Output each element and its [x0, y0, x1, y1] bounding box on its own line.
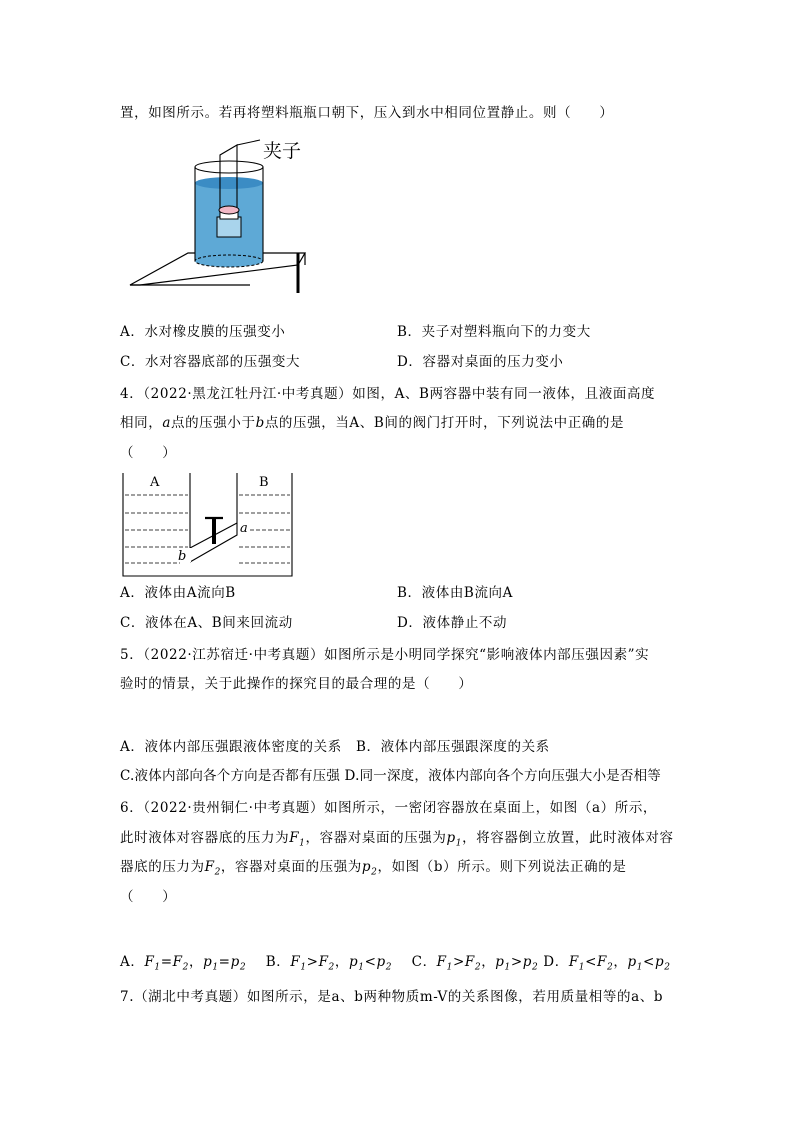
q4-label-B: B — [259, 475, 269, 490]
q6-option-a[interactable]: A．$F_1=F_2$，$p_1=p_2$ — [120, 954, 247, 973]
q3-stem: 置，如图所示。若再将塑料瓶瓶口朝下，压入到水中相同位置静止。则（ ） — [120, 105, 614, 121]
q4-option-d[interactable]: D．液体静止不动 — [397, 615, 508, 631]
q3-option-c[interactable]: C．水对容器底部的压强变大 — [120, 354, 301, 370]
q3-option-a[interactable]: A．水对橡皮膜的压强变小 — [120, 324, 286, 340]
q3-option-b[interactable]: B．夹子对塑料瓶向下的力变大 — [397, 324, 591, 340]
q6-stem-line1: 6．（2022·贵州铜仁·中考真题）如图所示，一密闭容器放在桌面上，如图（a）所示， — [120, 800, 658, 816]
q6-option-c[interactable]: C．$F_1>F_2$，$p_1>p_2$ — [411, 954, 539, 973]
q7-stem-line1: 7.（湖北中考真题）如图所示，是a、b两种物质m-V的关系图像，若用质量相等的a、b — [120, 989, 664, 1005]
q4-label-A: A — [150, 475, 160, 490]
q4-label-b: b — [178, 549, 187, 564]
q6-options[interactable] — [120, 952, 671, 978]
q4-option-a[interactable]: A．液体由A流向B — [120, 585, 236, 601]
q3-figure-label: 夹子 — [263, 140, 302, 162]
q4-paren: （ ） — [120, 445, 177, 461]
q4-option-b[interactable]: B．液体由B流向A — [397, 585, 513, 601]
q5-options-line1[interactable]: A．液体内部压强跟液体密度的关系 B．液体内部压强跟深度的关系 — [120, 739, 550, 755]
q5-stem-line2: 验时的情景，关于此操作的探究目的最合理的是（ ） — [120, 676, 473, 692]
q5-options-line2[interactable]: C.液体内部向各个方向是否都有压强 D.同一深度，液体内部向各个方向压强大小是否相等 — [120, 768, 661, 784]
q4-label-a: a — [240, 521, 248, 536]
q4-stem-line2: 相同，a点的压强小于b点的压强，当A、B间的阀门打开时，下列说法中正确的是 — [120, 415, 625, 431]
q4-stem-line1: 4．（2022·黑龙江牡丹江·中考真题）如图，A、B两容器中装有同一液体，且液面高度 — [120, 386, 656, 402]
q4-option-c[interactable]: C．液体在A、B间来回流动 — [120, 615, 293, 631]
q6-stem-line3: 器底的压力为$F_2$，容器对桌面的压强为$p_2$，如图（b）所示。则下列说法正确的是 — [120, 859, 627, 878]
q3-option-d[interactable]: D．容器对桌面的压力变小 — [397, 354, 564, 370]
q6-paren: （ ） — [120, 889, 177, 905]
q4-figure — [120, 470, 295, 582]
q6-option-b[interactable]: B．$F_1>F_2$，$p_1<p_2$ — [265, 954, 393, 973]
q3-figure — [120, 135, 320, 300]
q5-stem-line1: 5．（2022·江苏宿迁·中考真题）如图所示是小明同学探究“影响液体内部压强因素”实 — [120, 647, 650, 663]
q6-stem-line2: 此时液体对容器底的压力为$F_1$，容器对桌面的压强为$p_1$，将容器倒立放置，此时液体对容 — [120, 830, 674, 849]
q6-option-d[interactable]: D．$F_1<F_2$，$p_1<p_2$ — [543, 954, 671, 973]
